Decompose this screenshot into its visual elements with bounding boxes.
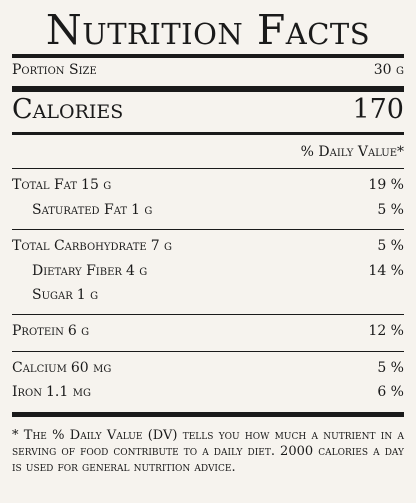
nutrient-dv: 14 % (368, 263, 404, 279)
nutrient-dv: 5 % (377, 238, 404, 254)
divider (12, 314, 404, 315)
nutrient-row-total-carbohydrate (12, 238, 404, 254)
calories-value: 170 (352, 94, 404, 125)
nutrient-row-protein (12, 323, 404, 339)
nutrient-amount: 1 g (76, 287, 99, 303)
portion-size-value: 30 g (373, 62, 404, 78)
nutrient-label: Total Carbohydrate (12, 238, 147, 254)
nutrient-dv: 5 % (377, 202, 404, 218)
nutrient-amount: 15 g (81, 177, 112, 193)
portion-size-row (12, 62, 404, 78)
nutrient-row-total-fat (12, 177, 404, 193)
divider (12, 229, 404, 230)
nutrient-amount: 1.1 mg (46, 384, 91, 400)
nutrient-row-dietary-fiber (12, 263, 404, 279)
divider (12, 86, 404, 92)
nutrient-dv: 19 % (368, 177, 404, 193)
divider (12, 54, 404, 58)
divider (12, 168, 404, 169)
nutrient-row-sugar (12, 287, 404, 303)
nutrient-label: Saturated Fat (32, 202, 128, 218)
nutrient-dv: 12 % (368, 323, 404, 339)
nutrient-row-calcium (12, 360, 404, 376)
calories-label: Calories (12, 94, 124, 125)
divider (12, 412, 404, 417)
nutrient-row-saturated-fat (12, 202, 404, 218)
nutrient-dv: 5 % (377, 360, 404, 376)
nutrient-label: Total Fat (12, 177, 78, 193)
nutrient-label: Calcium (12, 360, 67, 376)
nutrient-label: Iron (12, 384, 43, 400)
divider (12, 132, 404, 135)
nutrient-label: Sugar (32, 287, 73, 303)
nutrient-amount: 6 g (67, 323, 90, 339)
calories-row (12, 94, 404, 125)
nutrient-amount: 4 g (125, 263, 148, 279)
daily-value-header: % Daily Value* (300, 144, 404, 160)
nutrient-amount: 7 g (150, 238, 173, 254)
portion-size-label: Portion Size (12, 62, 97, 78)
daily-value-footnote: * The % Daily Value (DV) tells you how much a nutrient in a serving of food contribute to a daily diet. 2000 calories a day is used for general nutrition advice. (12, 428, 404, 475)
label-title: Nutrition Facts (45, 6, 371, 54)
nutrition-label (12, 0, 404, 503)
nutrient-dv: 6 % (377, 384, 404, 400)
nutrient-amount: 1 g (131, 202, 153, 218)
nutrient-label: Protein (12, 323, 64, 339)
nutrient-label: Dietary Fiber (32, 263, 122, 279)
nutrient-amount: 60 mg (70, 360, 112, 376)
nutrient-row-iron (12, 384, 404, 400)
divider (12, 351, 404, 352)
